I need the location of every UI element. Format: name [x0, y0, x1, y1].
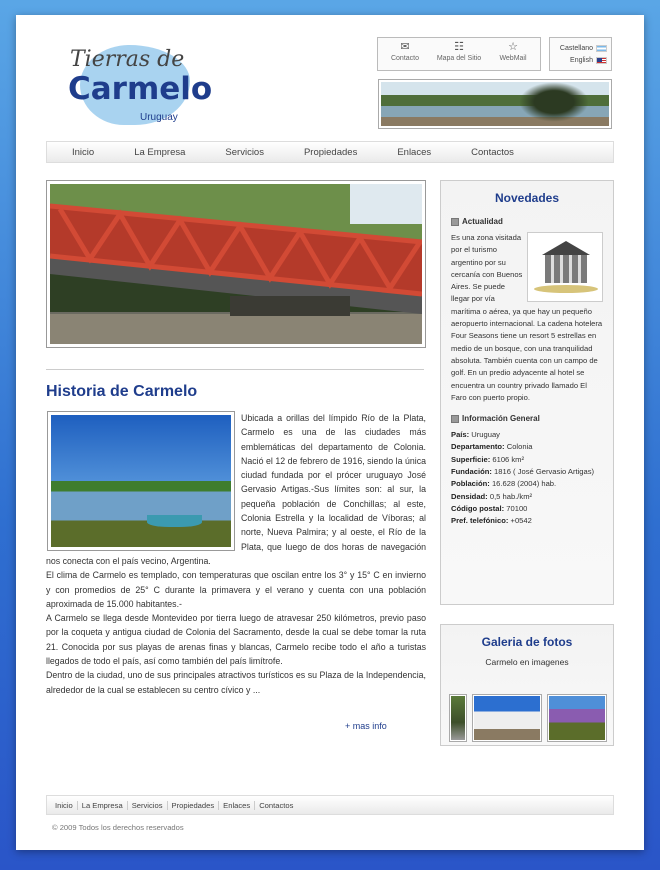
more-info-link[interactable]: + mas info	[345, 721, 387, 731]
header-tools	[377, 37, 541, 71]
info-row: Superficie: 6106 km²	[451, 454, 525, 464]
gallery-subtitle: Carmelo en imagenes	[485, 657, 569, 667]
tool-label: Mapa del Sitio	[436, 55, 482, 62]
info-list	[451, 429, 603, 527]
footer-link-inicio[interactable]: Inicio	[51, 801, 78, 810]
nav-item-inicio[interactable]: Inicio	[72, 146, 95, 158]
photo-spacer	[46, 411, 238, 553]
gallery-strip	[449, 694, 607, 742]
main-nav	[46, 141, 614, 163]
usa-flag-icon	[596, 57, 607, 64]
gallery-title: Galeria de fotos	[481, 635, 573, 649]
argentina-flag-icon	[596, 45, 607, 52]
logo-tierras-text: Tierras de	[70, 47, 185, 72]
footer-link-enlaces[interactable]: Enlaces	[219, 801, 255, 810]
envelope-icon: ✉	[400, 41, 410, 53]
nav-item-propiedades[interactable]: Propiedades	[303, 146, 358, 158]
info-row: Código postal: 70100	[451, 503, 528, 513]
info-row: Departamento: Colonia	[451, 442, 533, 452]
language-selector	[549, 37, 612, 71]
info-row: País: Uruguay	[451, 430, 500, 440]
header-photo	[378, 79, 612, 129]
river-photo	[381, 82, 609, 126]
star-icon: ☆	[508, 41, 518, 53]
bridge-photo-image	[50, 184, 422, 344]
nav-item-servicios[interactable]: Servicios	[225, 146, 264, 158]
history-title: Historia de Carmelo	[46, 383, 198, 400]
bridge-illustration	[50, 184, 422, 344]
house-image	[527, 232, 603, 302]
actualidad-block	[451, 232, 603, 404]
footer-nav	[46, 795, 614, 815]
lang-label: Castellano	[559, 44, 593, 52]
history-paragraph: Dentro de la ciudad, uno de sus principales atractivos turísticos es su Plaza de la Independencia, alrededor de la cual se establecen su centro cívico y ...	[46, 670, 426, 695]
lang-castellano[interactable]	[550, 42, 607, 54]
section-divider	[46, 369, 424, 370]
gallery-thumb[interactable]	[547, 694, 607, 742]
page-container	[16, 15, 644, 850]
history-text	[46, 411, 426, 697]
gallery-thumb[interactable]	[449, 694, 467, 742]
info-row: Población: 16.628 (2004) hab.	[451, 479, 557, 489]
webmail-tool[interactable]	[488, 38, 538, 70]
tool-label: WebMail	[499, 55, 527, 62]
info-row: Pref. telefónico: +0542	[451, 516, 532, 526]
sitemap-tool[interactable]	[434, 38, 484, 70]
lang-english[interactable]	[550, 54, 607, 66]
gallery-thumb[interactable]	[472, 694, 542, 742]
bridge-photo	[46, 180, 426, 348]
footer-link-servicios[interactable]: Servicios	[128, 801, 168, 810]
footer-link-propiedades[interactable]: Propiedades	[168, 801, 220, 810]
site-logo[interactable]	[66, 27, 216, 137]
logo-uruguay-text: Uruguay	[140, 112, 178, 123]
copyright-text: © 2009 Todos los derechos reservados	[52, 823, 184, 832]
history-paragraph: Ubicada a orillas del límpido Río de la Plata, Carmelo es una de las ciudades más emblemáticas del departamento de Colonia. Nació el 12 de febrero de 1916, siendo la única ciudad fundada por el prócer uruguayo José Gervasio Artigas.-Sus límites son: al sur, la pequeña población de Conchillas; al este, Colonia Estrella y la localidad de Víboras; al norte, Nueva Palmira; y al oeste, el Río de la Plata, que luego de dos horas de navegación nos conecta con el país vecino, Argentina.	[46, 413, 426, 566]
lang-label: English	[570, 56, 593, 64]
contact-tool[interactable]	[380, 38, 430, 70]
sitemap-icon: ☷	[454, 41, 464, 53]
nav-item-enlaces[interactable]: Enlaces	[397, 146, 432, 158]
footer-link-la-empresa[interactable]: La Empresa	[78, 801, 128, 810]
history-paragraph: A Carmelo se llega desde Montevideo por tierra luego de atravesar 250 kilómetros, previo paso por la coqueta y antigua ciudad de Colonia del Sacramento, desde la cual se debe tomar la ruta 21. Conocida por sus playas de arenas finas y blancas, Carmelo recibe todo el año a turistas llegados de todo el país, así como también del país limítrofe.	[46, 613, 426, 667]
history-paragraph: El clima de Carmelo es templado, con temperaturas que oscilan entre los 3° y 15° C en invierno y con promedios de 25° C durante la primavera y el verano y cuenta con una población aproximada de 15.000 habitantes.-	[46, 570, 426, 609]
footer-link-contactos[interactable]: Contactos	[259, 800, 294, 810]
news-title: Novedades	[494, 191, 560, 205]
news-panel	[440, 180, 614, 605]
info-row: Fundación: 1816 ( José Gervasio Artigas)	[451, 467, 595, 477]
logo-carmelo-text: Carmelo	[68, 71, 213, 107]
nav-item-la-empresa[interactable]: La Empresa	[134, 146, 186, 158]
tool-label: Contacto	[390, 55, 420, 62]
actualidad-text: Es una zona visitada por el turismo argentino por su cercanía con Buenos Aires. Se puede llegar por vía marítima o aérea, ya que hay un pequeño aeropuerto internacional. La cadena hotelera Four Seasons tiene un resort 5 estrellas en medio de un bosque, con una tranquilidad absoluta. También cuenta con un campo de golf. En un predio adyacente al hotel se encuentra un country privado llamado El Faro con puerto propio.	[451, 233, 603, 402]
info-row: Densidad: 0,5 hab./km²	[451, 491, 533, 501]
actualidad-heading: Actualidad	[451, 217, 613, 226]
gallery-panel	[440, 624, 614, 746]
info-heading: Información General	[451, 414, 613, 423]
nav-item-contactos[interactable]: Contactos	[471, 146, 514, 158]
